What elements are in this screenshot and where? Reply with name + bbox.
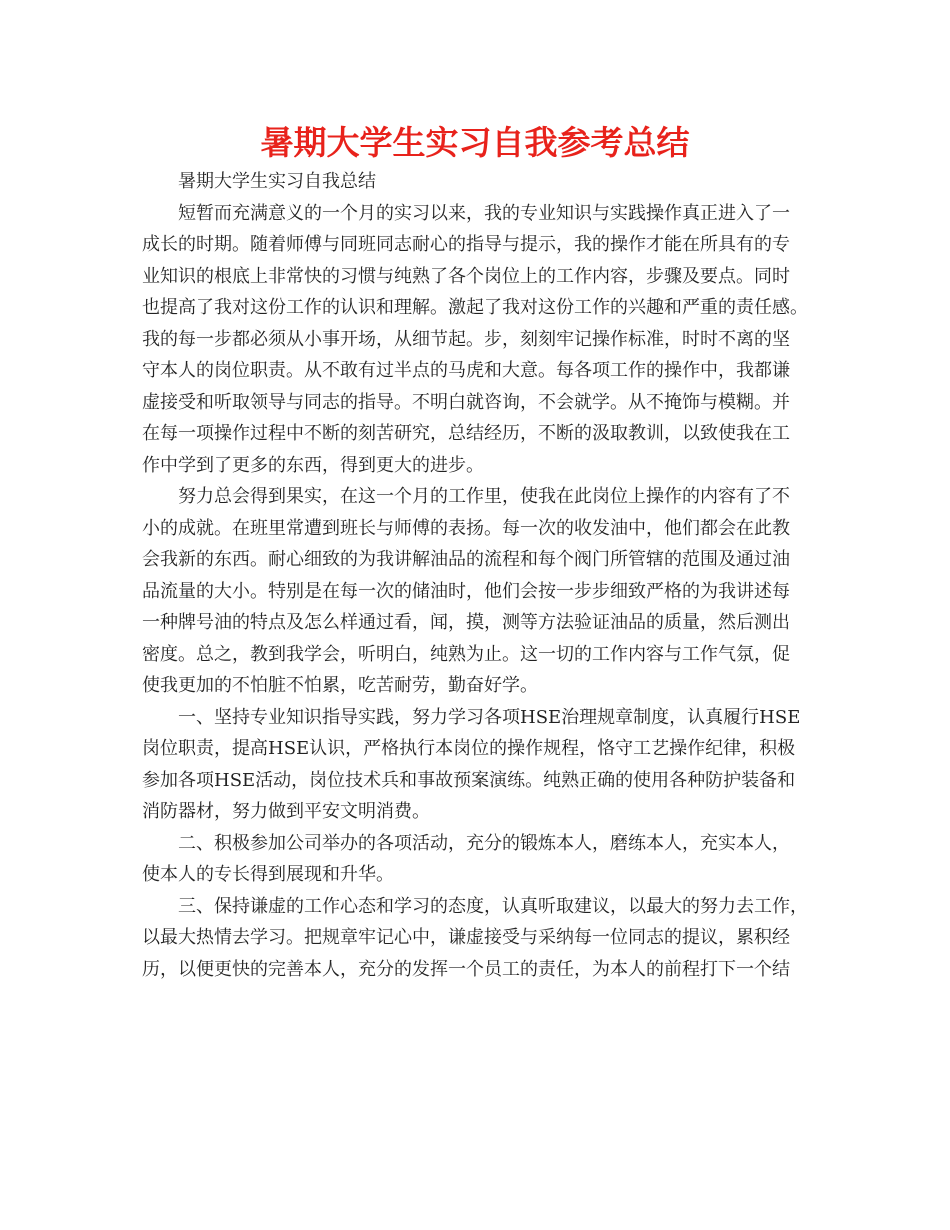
text-line: 守本人的岗位职责。从不敢有过半点的马虎和大意。每各项工作的操作中，我都谦 (142, 360, 790, 381)
text-line: 历，以便更快的完善本人，充分的发挥一个员工的责任，为本人的前程打下一个结 (142, 958, 790, 980)
text-line: 一种牌号油的特点及怎么样通过看，闻，摸，测等方法验证油品的质量，然后测出 (142, 612, 790, 633)
text-line: 密度。总之，教到我学会，听明白，纯熟为止。这一切的工作内容与工作气氛，促 (142, 643, 790, 665)
text-line: 会我新的东西。耐心细致的为我讲解油品的流程和每个阀门所管辖的范围及通过油 (142, 549, 790, 570)
text-line: 消防器材，努力做到平安文明消费。 (142, 801, 430, 822)
document-body (142, 166, 814, 985)
text-line: 三、保持谦虚的工作心态和学习的态度，认真听取建议，以最大的努力去工作， (178, 895, 808, 917)
text-line: 参加各项HSE活动，岗位技术兵和事故预案演练。纯熟正确的使用各种防护装备和 (142, 769, 796, 791)
text-line: 在每一项操作过程中不断的刻苦研究，总结经历，不断的汲取教训，以致使我在工 (142, 423, 790, 444)
document-title: 暑期大学生实习自我参考总结 (260, 123, 690, 162)
text-line: 品流量的大小。特别是在每一次的储油时，他们会按一步步细致严格的为我讲述每 (142, 580, 790, 602)
text-line: 小的成就。在班里常遭到班长与师傅的表扬。每一次的收发油中，他们都会在此教 (142, 517, 790, 539)
text-line: 短暂而充满意义的一个月的实习以来，我的专业知识与实践操作真正进入了一 (178, 202, 790, 224)
text-line: 一、坚持专业知识指导实践，努力学习各项HSE治理规章制度，认真履行HSE (178, 706, 801, 728)
text-line: 成长的时期。随着师傅与同班同志耐心的指导与提示，我的操作才能在所具有的专 (142, 234, 790, 255)
text-line: 虚接受和听取领导与同志的指导。不明白就咨询，不会就学。从不掩饰与模糊。并 (142, 391, 790, 413)
text-line: 我的每一步都必须从小事开场，从细节起。步，刻刻牢记操作标准，时时不离的坚 (142, 328, 790, 350)
text-line: 作中学到了更多的东西，得到更大的进步。 (142, 454, 484, 476)
text-line: 以最大热情去学习。把规章牢记心中，谦虚接受与采纳每一位同志的提议，累积经 (142, 927, 790, 948)
text-line: 努力总会得到果实，在这一个月的工作里，使我在此岗位上操作的内容有了不 (178, 486, 790, 507)
text-line: 使我更加的不怕脏不怕累，吃苦耐劳，勤奋好学。 (142, 675, 538, 696)
text-line: 业知识的根底上非常快的习惯与纯熟了各个岗位上的工作内容，步骤及要点。同时 (142, 265, 790, 287)
text-line: 岗位职责，提高HSE认识，严格执行本岗位的操作规程，恪守工艺操作纪律，积极 (142, 738, 796, 759)
text-line: 使本人的专长得到展现和升华。 (142, 864, 394, 885)
text-line: 二、积极参加公司举办的各项活动，充分的锻炼本人，磨练本人，充实本人， (178, 832, 790, 854)
text-line: 暑期大学生实习自我总结 (178, 171, 376, 192)
text-line: 也提高了我对这份工作的认识和理解。激起了我对这份工作的兴趣和严重的责任感。 (142, 297, 808, 318)
